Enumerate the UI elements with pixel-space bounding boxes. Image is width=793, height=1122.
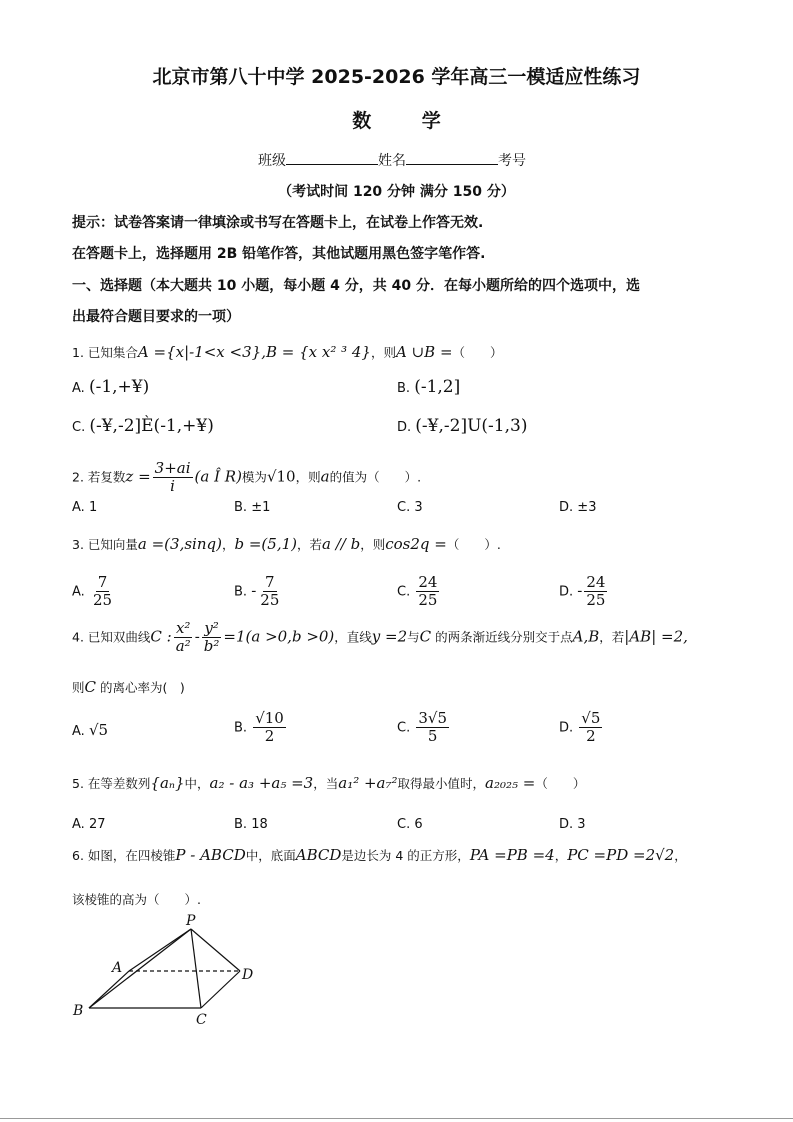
q1-option-b[interactable]: B. (-1,2] (397, 377, 461, 397)
edge-PC (191, 929, 201, 1008)
q3-option-a[interactable]: A. $\frac{7}{25}$ (72, 573, 113, 610)
edge-PD (191, 929, 240, 971)
edge-PB (89, 929, 191, 1008)
q5-stem: 5. 在等差数列{aₙ}中，a₂ - a₃ +a₅ =3，当a₁² +a₇²取得最小值时，a₂₀₂₅ =（ ） (72, 774, 586, 792)
label-A: A (112, 960, 123, 976)
q4-option-b[interactable]: B. $\frac{√10}{2}$ (234, 709, 284, 746)
section-heading-line-2: 出最符合题目要求的一项） (72, 309, 240, 325)
label-C: C (196, 1012, 207, 1028)
q1-stem: 1. 已知集合A ={x|-1<x <3},B = {x x² ³ 4}，则A ∪B =（ ） (72, 343, 503, 361)
q1-option-d[interactable]: D. (-¥,-2]U(-1,3) (397, 416, 528, 436)
q2-option-a[interactable]: A. 1 (72, 500, 98, 515)
q2-option-c[interactable]: C. 3 (397, 500, 423, 515)
student-info-row (258, 150, 526, 170)
name-field[interactable] (406, 150, 498, 165)
q5-option-c[interactable]: C. 6 (397, 817, 423, 832)
q3-option-b[interactable]: B. - $\frac{7}{25}$ (234, 573, 280, 610)
q4-stem-line-2: 则C 的离心率为( ) (72, 678, 185, 696)
q4-option-d[interactable]: D. $\frac{√5}{2}$ (559, 709, 601, 746)
q3-option-d[interactable]: D. - $\frac{24}{25}$ (559, 573, 606, 610)
class-field[interactable] (286, 150, 378, 165)
name-label: 姓名 (378, 153, 406, 169)
label-P: P (186, 913, 196, 929)
q2-stem: 2. 若复数z = $\frac{3+ai}{i}$ (a Î R)模为√10，则a的值为（ ）. (72, 459, 422, 496)
q6-stem-line-2: 该棱锥的高为（ ）. (72, 892, 201, 907)
number-label: 考号 (498, 153, 526, 169)
q4-stem: 4. 已知双曲线C : $\frac{\text{x²}}{\text{a²}}$ - $\frac{\text{y²}}{\text{b²}}$ =1(a >0,b >0)，直线y =2与C 的两条渐近线分别交于点A,B，若|AB| =2, (72, 619, 688, 656)
page-title: 北京市第八十中学 2025-2026 学年高三一模适应性练习 (152, 66, 641, 88)
page-bottom-rule (0, 1118, 793, 1119)
q4-option-c[interactable]: C. $\frac{3√5}{5}$ (397, 709, 448, 746)
q1-option-a[interactable]: A. (-1,+¥) (72, 377, 150, 397)
q2-option-d[interactable]: D. ±3 (559, 500, 597, 515)
label-B: B (73, 1003, 84, 1019)
edge-PA (129, 929, 191, 971)
tip-line-1: 提示：试卷答案请一律填涂或书写在答题卡上，在试卷上作答无效. (72, 215, 484, 231)
q1-option-c[interactable]: C. (-¥,-2]È(-1,+¥) (72, 416, 214, 436)
q2-option-b[interactable]: B. ±1 (234, 500, 271, 515)
q5-option-b[interactable]: B. 18 (234, 817, 268, 832)
subject-title: 数 学 (352, 110, 463, 132)
pyramid-figure (60, 912, 280, 1030)
q1-sets: A ={x|-1<x <3},B = {x x² ³ 4} (137, 343, 371, 361)
edge-AB (89, 971, 129, 1008)
q3-stem: 3. 已知向量a =(3,sinq)，b =(5,1)，若a // b，则cos2q =（ ）. (72, 535, 501, 553)
q2-fraction: $\frac{3+ai}{i}$ (154, 459, 191, 496)
class-label: 班级 (258, 153, 286, 169)
exam-info: （考试时间 120 分钟 满分 150 分） (278, 184, 515, 200)
tip-line-2: 在答题卡上，选择题用 2B 铅笔作答，其他试题用黑色签字笔作答. (72, 246, 486, 262)
q5-option-d[interactable]: D. 3 (559, 817, 586, 832)
q3-option-c[interactable]: C. $\frac{24}{25}$ (397, 573, 438, 610)
q6-stem: 6. 如图，在四棱锥P - ABCD中，底面ABCD是边长为 4 的正方形，PA =PB =4，PC =PD =2√2， (72, 846, 687, 864)
label-D: D (242, 967, 254, 983)
q4-option-a[interactable]: A. √5 (72, 721, 109, 739)
section-heading-line-1: 一、选择题（本大题共 10 小题，每小题 4 分，共 40 分．在每小题所给的四个选项中，选 (72, 278, 640, 294)
edge-CD (201, 971, 240, 1008)
q5-option-a[interactable]: A. 27 (72, 817, 106, 832)
